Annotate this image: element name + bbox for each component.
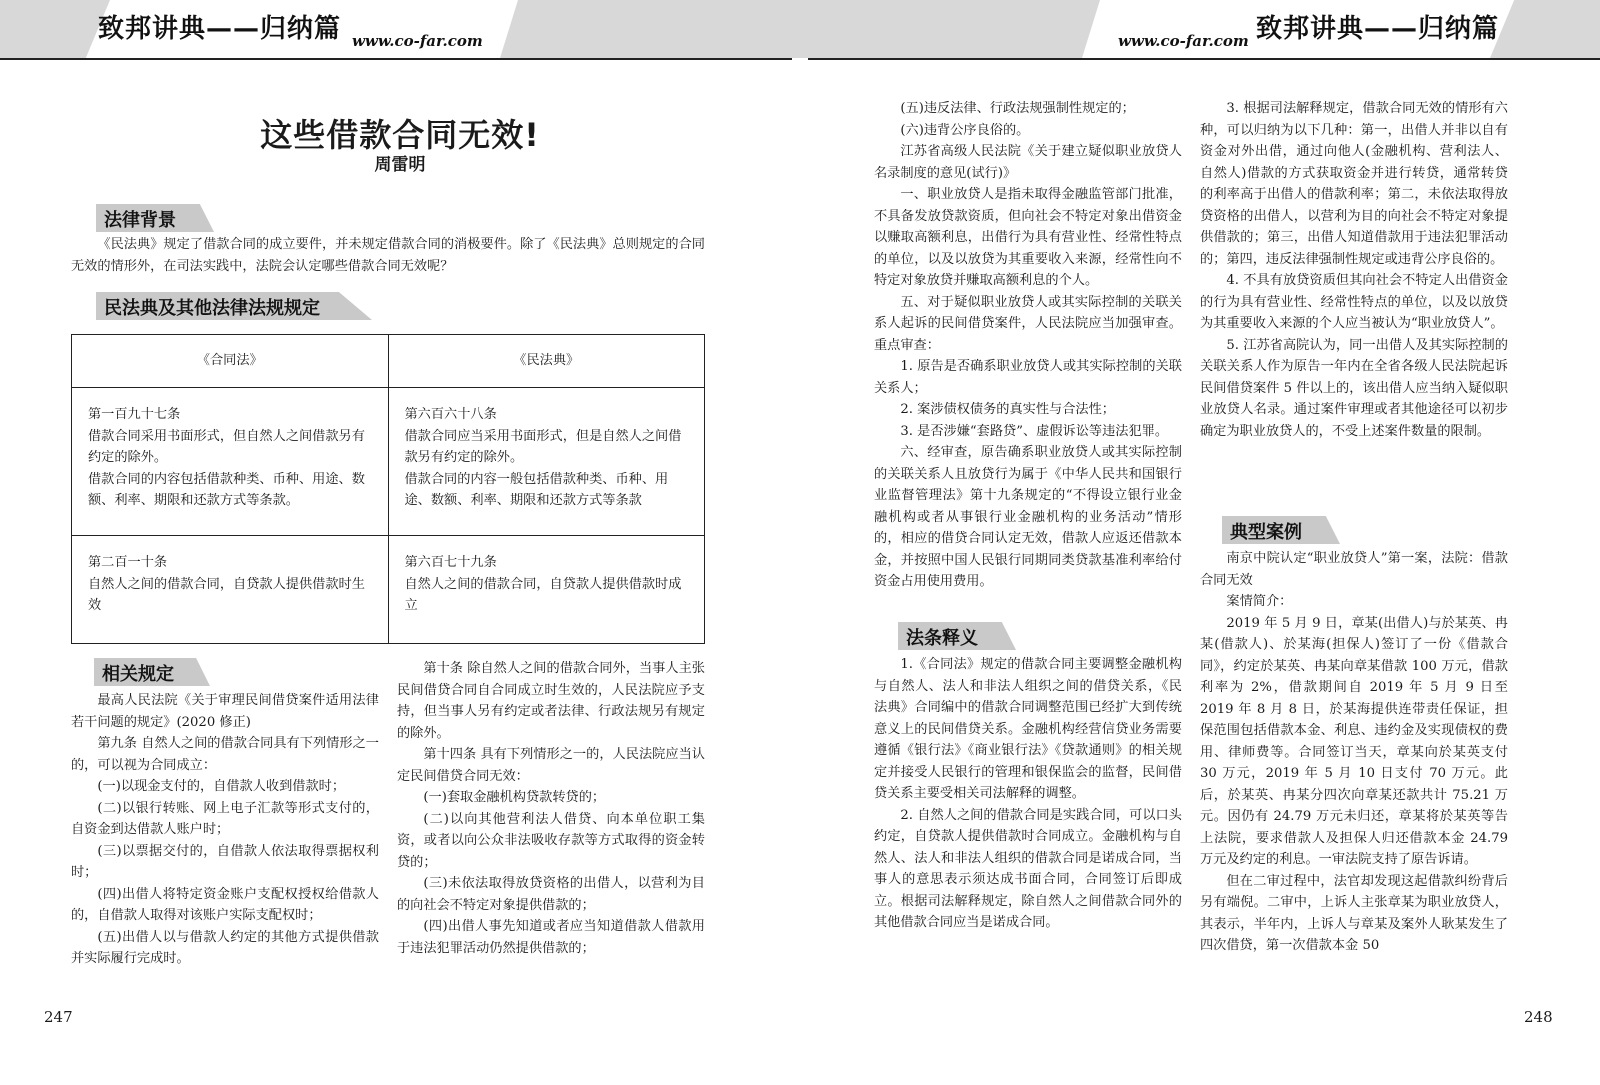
regulation-paragraph: 1. 原告是否确系职业放贷人或其实际控制的关联关系人；: [874, 359, 1182, 396]
regulation-paragraph: 2. 案涉债权债务的真实性与合法性；: [900, 402, 1115, 417]
interpretation-paragraph: 3. 根据司法解释规定，借款合同无效的情形有六种，可以归纳为以下几种：第一，出借人并非以自有资金对外出借，通过向他人(金融机构、营利法人、自然人)借款的方式获取资金并进行转贷，通常转贷的利率高于出借人的借款利率；第二，未依法取得放贷资格的出借人，以营利为目的向社会不特定对象提供借款的；第三，出借人知道借款用于违法犯罪活动的；第四，违反法律强制性规定或违背公序良俗的。: [1200, 101, 1508, 267]
table-cell: [72, 388, 389, 536]
right-column-1-top: [874, 98, 1182, 593]
related-paragraph: (一)以现金支付的，自借款人收到借款时；: [97, 779, 346, 794]
article-text: 借款合同采用书面形式，但自然人之间借款另有约定的除外。: [88, 428, 365, 465]
article-title: 这些借款合同无效!: [260, 116, 540, 154]
related-paragraph: 第十条 除自然人之间的借款合同外，当事人主张民间借贷合同自合同成立时生效的，人民法院应予支持，但当事人另有约定或者法律、行政法规另有规定的除外。: [397, 661, 705, 741]
case-paragraph: 2019 年 5 月 9 日，章某(出借人)与於某英、冉某(借款人)、於某海(担保人)签订了一份《借款合同》，约定於某英、冉某向章某借款 100 万元，借款利率为 2%，借款期间自 2019 年 5 月 9 日至 2019 年 8 月 8 日，於某海提供连带责任保证，担保范围包括借款本金、利息、违约金及实现债权的费用、律师费等。合同签订当天，章某向於某英支付 30 万元，2019 年 5 月 10 日支付 70 万元。此后，於某英、冉某分四次向章某还款共计 75.21 万元。因仍有 24.79 万元未归还，章某将於某英等告上法院，要求借款人及担保人归还借款本金 24.79 万元及约定的利息。一审法院支持了原告诉请。: [1200, 615, 1508, 867]
related-paragraph: (二)以向其他营利法人借贷、向本单位职工集资，或者以向公众非法吸收存款等方式取得的资金转贷的；: [397, 811, 705, 870]
regulation-paragraph: 3. 是否涉嫌“套路贷”、虚假诉讼等违法犯罪。: [900, 423, 1169, 439]
related-paragraph: (四)出借人将特定资金账户支配权授权给借款人的，自借款人取得对该账户实际支配权时；: [71, 886, 379, 923]
right-column-2-bottom: [1200, 548, 1508, 957]
interpretation-paragraph: 1.《合同法》规定的借款合同主要调整金融机构与自然人、法人和非法人组织之间的借贷关系，《民法典》合同编中的借款合同调整范围已经扩大到传统意义上的民间借贷关系。金融机构经营信贷业务需要遵循《银行法》《商业银行法》《贷款通则》的相关规定并接受人民银行的管理和银保监会的监督，民间借贷关系主要受相关司法解释的调整。: [874, 657, 1182, 801]
article-text: 借款合同应当采用书面形式，但是自然人之间借款另有约定的除外。: [404, 428, 682, 465]
page-number-right: 248: [1524, 1008, 1553, 1026]
right-page-header: [800, 0, 1600, 58]
section-heading-label: 民法典及其他法律法规规定: [104, 298, 320, 319]
header-title: 致邦讲典——归纳篇: [1256, 14, 1500, 44]
section-heading-civil-code: [96, 292, 372, 320]
case-paragraph: 但在二审过程中，法官却发现这起借款纠纷背后另有端倪。二审中，上诉人主张章某为职业放贷人，其表示，半年内，上诉人与章某及案外人耿某发生了四次借贷，第一次借款本金 50: [1200, 873, 1508, 953]
related-paragraph: (四)出借人事先知道或者应当知道借款人借款用于违法犯罪活动仍然提供借款的；: [397, 919, 705, 956]
article-number: 第六百七十九条: [404, 555, 497, 570]
header-url: www.co-far.com: [352, 32, 483, 50]
header-decor-band: [0, 0, 110, 58]
table-cell: [72, 536, 389, 644]
header-decor-band: [1490, 0, 1600, 58]
section-heading-interpretation: [898, 622, 1016, 650]
article-text: 自然人之间的借款合同，自贷款人提供借款时生效: [88, 576, 365, 613]
table-header-cell: 《合同法》: [72, 335, 389, 388]
case-paragraph: 案情简介：: [1226, 594, 1293, 609]
table-header-row: [72, 335, 705, 388]
related-paragraph: (二)以银行转账、网上电子汇款等形式支付的，自资金到达借款人账户时；: [71, 800, 379, 837]
section-heading-background: [96, 204, 214, 232]
related-paragraph: (五)出借人以与借款人约定的其他方式提供借款并实际履行完成时。: [71, 929, 379, 966]
background-paragraph: [71, 234, 705, 277]
background-text: 《民法典》规定了借款合同的成立要件，并未规定借款合同的消极要件。除了《民法典》总则规定的合同无效的情形外，在司法实践中，法院会认定哪些借款合同无效呢？: [71, 237, 705, 274]
article-author: 周雷明: [374, 155, 426, 175]
article-number: 第二百一十条: [88, 555, 168, 570]
header-decor-band: [800, 0, 1100, 58]
regulation-paragraph: (六)违背公序良俗的。: [900, 122, 1030, 138]
related-paragraph: 第十四条 具有下列情形之一的，人民法院应当认定民间借贷合同无效：: [397, 747, 705, 784]
header-rule: [808, 58, 1600, 60]
article-number: 第六百六十八条: [404, 407, 497, 422]
related-paragraph: (三)未依法取得放贷资格的出借人，以营利为目的向社会不特定对象提供借款的；: [397, 876, 705, 913]
regulation-paragraph: (五)违反法律、行政法规强制性规定的；: [900, 101, 1135, 116]
related-column-2: [397, 658, 705, 959]
page-number-left: 247: [44, 1008, 73, 1026]
article-number: 第一百九十七条: [88, 407, 181, 422]
table-cell: [388, 536, 705, 644]
regulation-paragraph: 江苏省高级人民法院《关于建立疑似职业放贷人名录制度的意见(试行)》: [874, 144, 1182, 181]
table-row: [72, 388, 705, 536]
table-cell: [388, 388, 705, 536]
article-text: 借款合同的内容包括借款种类、币种、用途、数额、利率、期限和还款方式等条款。: [88, 471, 365, 508]
interpretation-paragraph: 2. 自然人之间的借款合同是实践合同，可以口头约定，自贷款人提供借款时合同成立。金融机构与自然人、法人和非法人组织的借款合同是诺成合同，当事人的意思表示须达成书面合同，合同签订后即成立。根据司法解释规定，除自然人之间借款合同外的其他借款合同应当是诺成合同。: [874, 807, 1182, 930]
table-row: [72, 536, 705, 644]
section-heading-related: [94, 658, 210, 686]
related-column-1: [71, 690, 379, 970]
right-column-2-top: [1200, 98, 1508, 442]
related-paragraph: (一)套取金融机构贷款转贷的；: [423, 790, 606, 805]
related-paragraph: 最高人民法院《关于审理民间借贷案件适用法律若干问题的规定》(2020 修正): [71, 693, 379, 730]
section-heading-label: 典型案例: [1230, 522, 1302, 543]
section-heading-label: 相关规定: [102, 664, 174, 685]
section-heading-label: 法条释义: [906, 628, 978, 649]
related-paragraph: 第九条 自然人之间的借款合同具有下列情形之一的，可以视为合同成立：: [71, 736, 379, 773]
article-text: 借款合同的内容一般包括借款种类、币种、用途、数额、利率、期限和还款方式等条款: [404, 471, 669, 508]
regulation-paragraph: 一、职业放贷人是指未取得金融监管部门批准，不具备发放贷款资质，但向社会不特定对象出借资金以赚取高额利息，出借行为具有营业性、经常性特点的单位，以及以放贷为其重要收入来源，经常性向不特定对象放贷并赚取高额利息的个人。: [874, 187, 1182, 288]
right-column-1-bottom: [874, 654, 1182, 934]
interpretation-paragraph: 4. 不具有放贷资质但其向社会不特定人出借资金的行为具有营业性、经常性特点的单位，以及以放贷为其重要收入来源的个人应当被认为“职业放贷人”。: [1200, 273, 1508, 331]
section-heading-case: [1222, 516, 1340, 544]
interpretation-paragraph: 5. 江苏省高院认为，同一出借人及其实际控制的关联关系人作为原告一年内在全省各级人民法院起诉民间借贷案件 5 件以上的，该出借人应当纳入疑似职业放贷人名录。通过案件审理或者其他途径可以初步确定为职业放贷人的，不受上述案件数量的限制。: [1200, 337, 1508, 439]
related-paragraph: (三)以票据交付的，自借款人依法取得票据权利时；: [71, 843, 379, 880]
header-decor-band: [500, 0, 800, 58]
comparison-table: [71, 334, 705, 644]
table-header-cell: 《民法典》: [388, 335, 705, 388]
regulation-paragraph: 六、经审查，原告确系职业放贷人或其实际控制的关联关系人且放贷行为属于《中华人民共和国银行业监督管理法》第十九条规定的“不得设立银行业金融机构或者从事银行业金融机构的业务活动”情形的，相应的借贷合同认定无效，借款人应返还借款本金，并按照中国人民银行同期同类贷款基准利率给付资金占用使用费用。: [874, 445, 1182, 589]
header-title: 致邦讲典——归纳篇: [98, 14, 342, 44]
case-paragraph: 南京中院认定“职业放贷人”第一案，法院：借款合同无效: [1200, 551, 1508, 588]
header-rule: [0, 58, 792, 60]
section-heading-label: 法律背景: [104, 210, 176, 231]
regulation-paragraph: 五、对于疑似职业放贷人或其实际控制的关联关系人起诉的民间借贷案件，人民法院应当加强审查。重点审查：: [874, 294, 1182, 353]
left-page-header: [0, 0, 800, 58]
header-url: www.co-far.com: [1118, 32, 1249, 50]
article-text: 自然人之间的借款合同，自贷款人提供借款时成立: [404, 576, 682, 613]
